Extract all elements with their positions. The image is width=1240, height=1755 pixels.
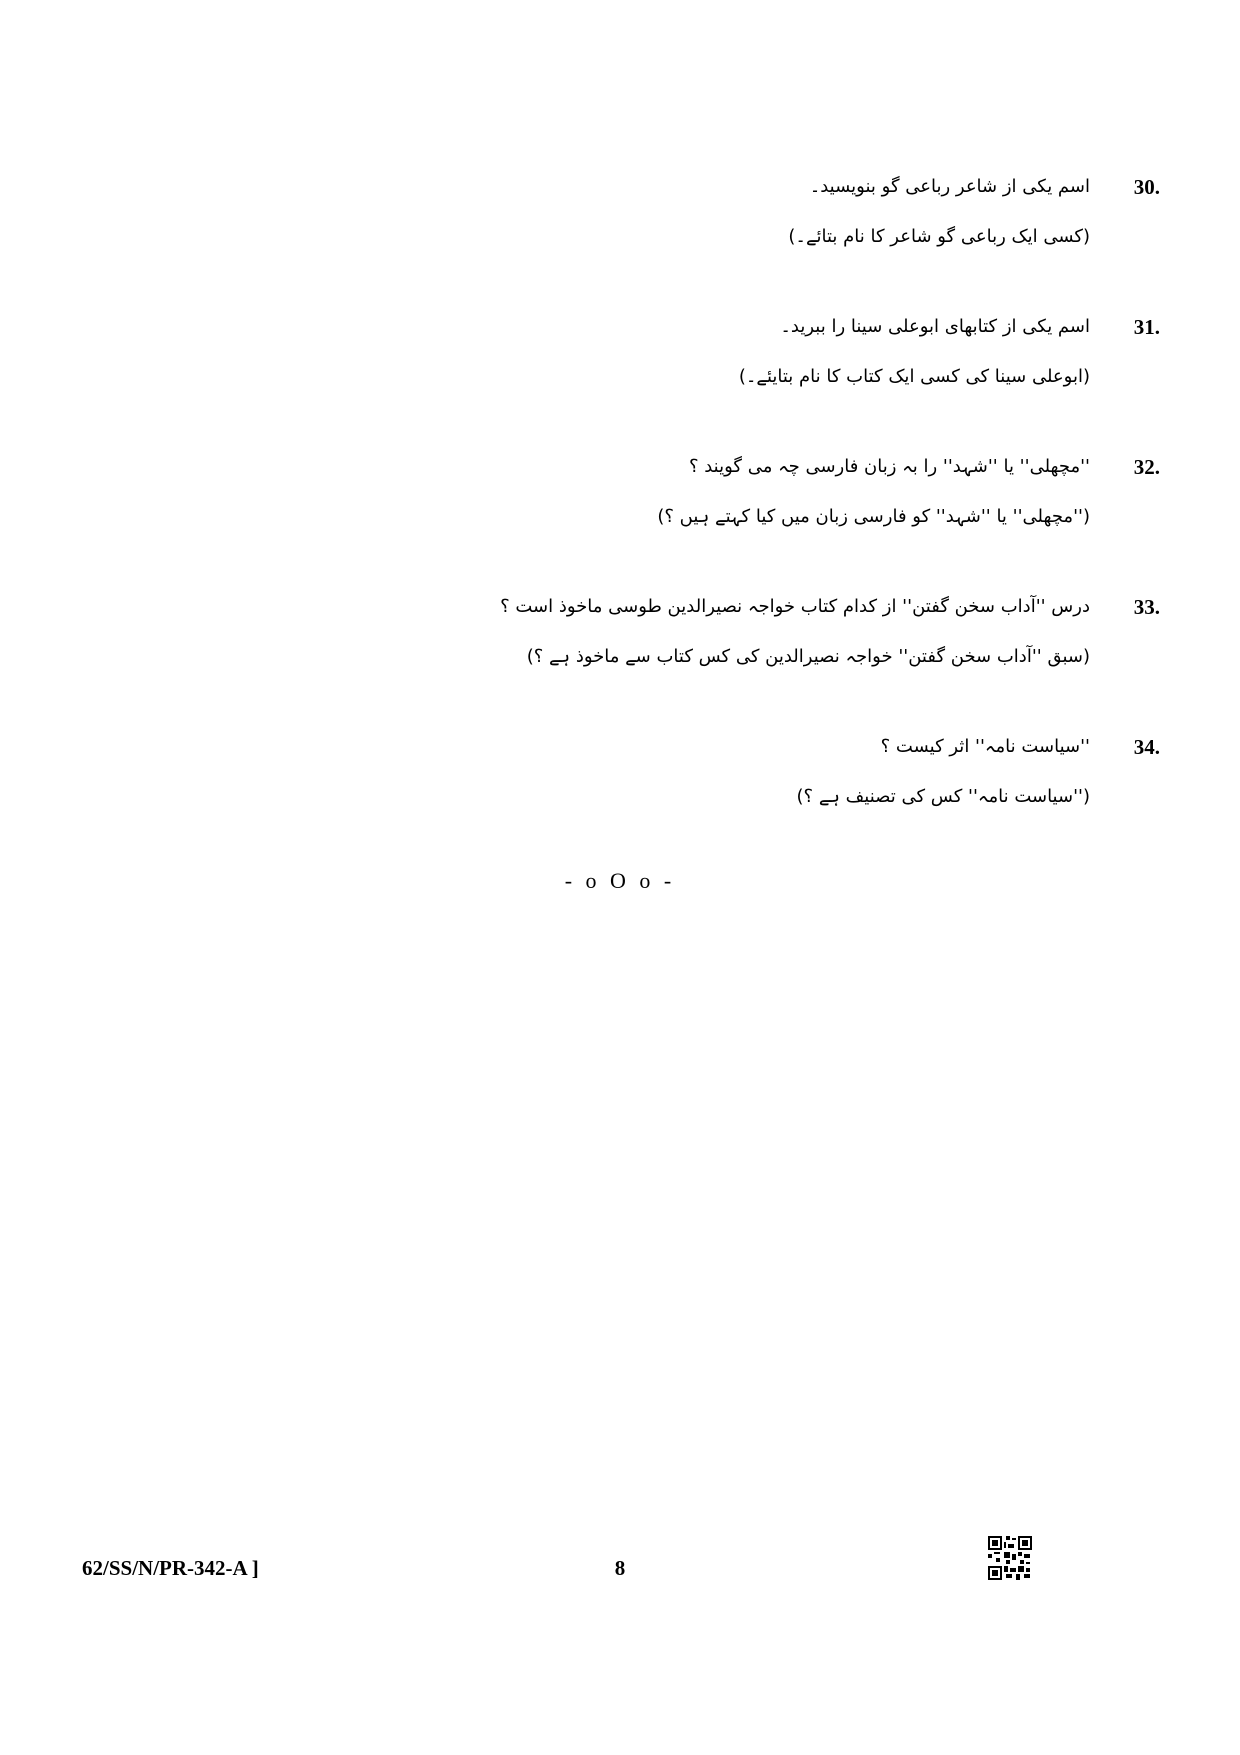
page-number: 8 — [614, 1556, 626, 1580]
question-number: 32. — [1133, 455, 1160, 479]
question-urdu-text: (''مچھلی'' یا ''شہد'' کو فارسی زبان میں کیا کہتے ہیں ؟) — [657, 506, 1090, 527]
question-31 — [600, 312, 1160, 422]
question-persian-text: ''مچھلی'' یا ''شہد'' را بہ زبان فارسی چہ می گویند ؟ — [688, 456, 1090, 477]
question-persian-text: اسم یکی از کتابهای ابوعلی سینا را ببرید۔ — [780, 316, 1090, 337]
question-persian-text: اسم یکی از شاعر رباعی گو بنویسید۔ — [809, 176, 1090, 197]
question-33 — [500, 592, 1160, 702]
qr-code-icon — [988, 1536, 1032, 1580]
question-32 — [600, 452, 1160, 562]
question-30 — [600, 172, 1160, 282]
question-number: 33. — [1133, 595, 1160, 619]
question-persian-text: درس ''آداب سخن گفتن'' از کدام کتاب خواجہ نصیرالدین طوسی ماخوذ است ؟ — [500, 596, 1090, 617]
question-urdu-text: (کسی ایک رباعی گو شاعر کا نام بتائے۔) — [788, 226, 1090, 247]
question-persian-text: ''سیاست نامہ'' اثر کیست ؟ — [880, 736, 1090, 757]
question-number: 30. — [1133, 175, 1160, 199]
question-number: 34. — [1133, 735, 1160, 759]
paper-code: 62/SS/N/PR-342-A ] — [82, 1556, 259, 1580]
question-urdu-text: (ابوعلی سینا کی کسی ایک کتاب کا نام بتایئے۔) — [738, 366, 1090, 387]
question-number: 31. — [1133, 315, 1160, 339]
question-urdu-text: (''سیاست نامہ'' کس کی تصنیف ہے ؟) — [796, 786, 1090, 807]
end-of-paper-mark: - o O o - — [564, 868, 676, 893]
question-34 — [600, 732, 1160, 842]
question-urdu-text: (سبق ''آداب سخن گفتن'' خواجہ نصیرالدین کی کس کتاب سے ماخوذ ہے ؟) — [526, 646, 1090, 667]
